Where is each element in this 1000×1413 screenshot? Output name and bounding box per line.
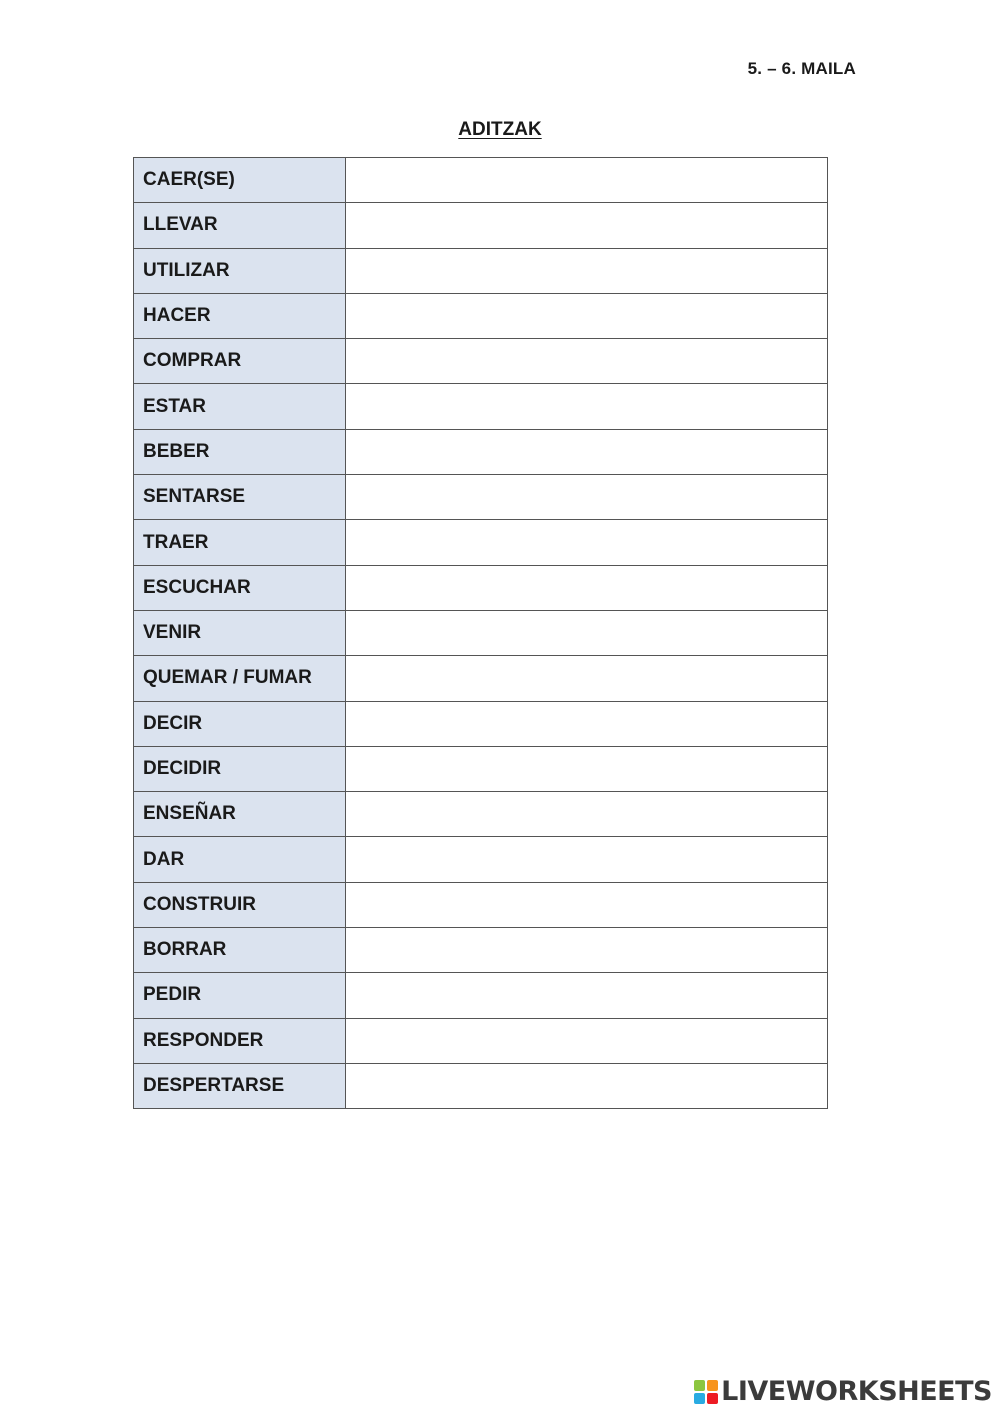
answer-cell bbox=[346, 928, 828, 973]
answer-input[interactable] bbox=[346, 702, 827, 746]
answer-cell bbox=[346, 701, 828, 746]
verb-label: BEBER bbox=[134, 429, 346, 474]
table-row bbox=[134, 429, 828, 474]
answer-cell bbox=[346, 293, 828, 338]
verb-label: DECIR bbox=[134, 701, 346, 746]
verb-label: PEDIR bbox=[134, 973, 346, 1018]
answer-cell bbox=[346, 565, 828, 610]
table-row bbox=[134, 158, 828, 203]
answer-cell bbox=[346, 429, 828, 474]
answer-cell bbox=[346, 520, 828, 565]
logo-square-3 bbox=[694, 1393, 705, 1404]
verb-label: ESTAR bbox=[134, 384, 346, 429]
table-row bbox=[134, 701, 828, 746]
answer-input[interactable] bbox=[346, 973, 827, 1017]
answer-input[interactable] bbox=[346, 249, 827, 293]
answer-input[interactable] bbox=[346, 430, 827, 474]
verb-label: UTILIZAR bbox=[134, 248, 346, 293]
answer-cell bbox=[346, 158, 828, 203]
page-title: ADITZAK bbox=[458, 119, 542, 140]
verb-label: ESCUCHAR bbox=[134, 565, 346, 610]
table-row bbox=[134, 746, 828, 791]
answer-input[interactable] bbox=[346, 566, 827, 610]
answer-input[interactable] bbox=[346, 203, 827, 247]
answer-input[interactable] bbox=[346, 339, 827, 383]
answer-cell bbox=[346, 656, 828, 701]
verb-label: HACER bbox=[134, 293, 346, 338]
table-row bbox=[134, 882, 828, 927]
answer-cell bbox=[346, 248, 828, 293]
verb-label: SENTARSE bbox=[134, 475, 346, 520]
logo-square-2 bbox=[707, 1380, 718, 1391]
verb-label: TRAER bbox=[134, 520, 346, 565]
table-row bbox=[134, 475, 828, 520]
answer-input[interactable] bbox=[346, 1064, 827, 1108]
answer-input[interactable] bbox=[346, 792, 827, 836]
table-row bbox=[134, 610, 828, 655]
table-row bbox=[134, 1063, 828, 1108]
answer-input[interactable] bbox=[346, 837, 827, 881]
answer-input[interactable] bbox=[346, 384, 827, 428]
answer-cell bbox=[346, 610, 828, 655]
answer-cell bbox=[346, 1063, 828, 1108]
answer-input[interactable] bbox=[346, 747, 827, 791]
verb-label: CAER(SE) bbox=[134, 158, 346, 203]
answer-cell bbox=[346, 1018, 828, 1063]
verb-label: ENSEÑAR bbox=[134, 792, 346, 837]
answer-input[interactable] bbox=[346, 520, 827, 564]
answer-cell bbox=[346, 973, 828, 1018]
verb-label: DESPERTARSE bbox=[134, 1063, 346, 1108]
answer-input[interactable] bbox=[346, 928, 827, 972]
table-row bbox=[134, 520, 828, 565]
table-row bbox=[134, 973, 828, 1018]
verb-label: LLEVAR bbox=[134, 203, 346, 248]
answer-input[interactable] bbox=[346, 1019, 827, 1063]
table-row bbox=[134, 656, 828, 701]
table-row bbox=[134, 837, 828, 882]
verb-label: DECIDIR bbox=[134, 746, 346, 791]
answer-input[interactable] bbox=[346, 475, 827, 519]
verb-label: RESPONDER bbox=[134, 1018, 346, 1063]
table-row bbox=[134, 339, 828, 384]
answer-input[interactable] bbox=[346, 158, 827, 202]
answer-input[interactable] bbox=[346, 883, 827, 927]
verbs-table bbox=[133, 157, 828, 1109]
answer-cell bbox=[346, 837, 828, 882]
answer-input[interactable] bbox=[346, 656, 827, 700]
answer-cell bbox=[346, 475, 828, 520]
answer-cell bbox=[346, 792, 828, 837]
verb-label: COMPRAR bbox=[134, 339, 346, 384]
table-row bbox=[134, 293, 828, 338]
grade-label: 5. – 6. MAILA bbox=[747, 59, 856, 78]
table-row bbox=[134, 248, 828, 293]
verb-label: BORRAR bbox=[134, 928, 346, 973]
logo-square-4 bbox=[707, 1393, 718, 1404]
logo-square-1 bbox=[694, 1380, 705, 1391]
verb-label: VENIR bbox=[134, 610, 346, 655]
answer-cell bbox=[346, 203, 828, 248]
answer-input[interactable] bbox=[346, 611, 827, 655]
answer-cell bbox=[346, 882, 828, 927]
verb-label: CONSTRUIR bbox=[134, 882, 346, 927]
verb-label: QUEMAR / FUMAR bbox=[134, 656, 346, 701]
table-row bbox=[134, 1018, 828, 1063]
table-row bbox=[134, 384, 828, 429]
table-row bbox=[134, 203, 828, 248]
liveworksheets-watermark bbox=[694, 1376, 992, 1407]
table-row bbox=[134, 792, 828, 837]
table-row bbox=[134, 565, 828, 610]
table-row bbox=[134, 928, 828, 973]
answer-cell bbox=[346, 339, 828, 384]
answer-cell bbox=[346, 384, 828, 429]
liveworksheets-logo-icon bbox=[694, 1380, 718, 1404]
answer-input[interactable] bbox=[346, 294, 827, 338]
answer-cell bbox=[346, 746, 828, 791]
watermark-text: LIVEWORKSHEETS bbox=[721, 1376, 992, 1407]
verb-label: DAR bbox=[134, 837, 346, 882]
